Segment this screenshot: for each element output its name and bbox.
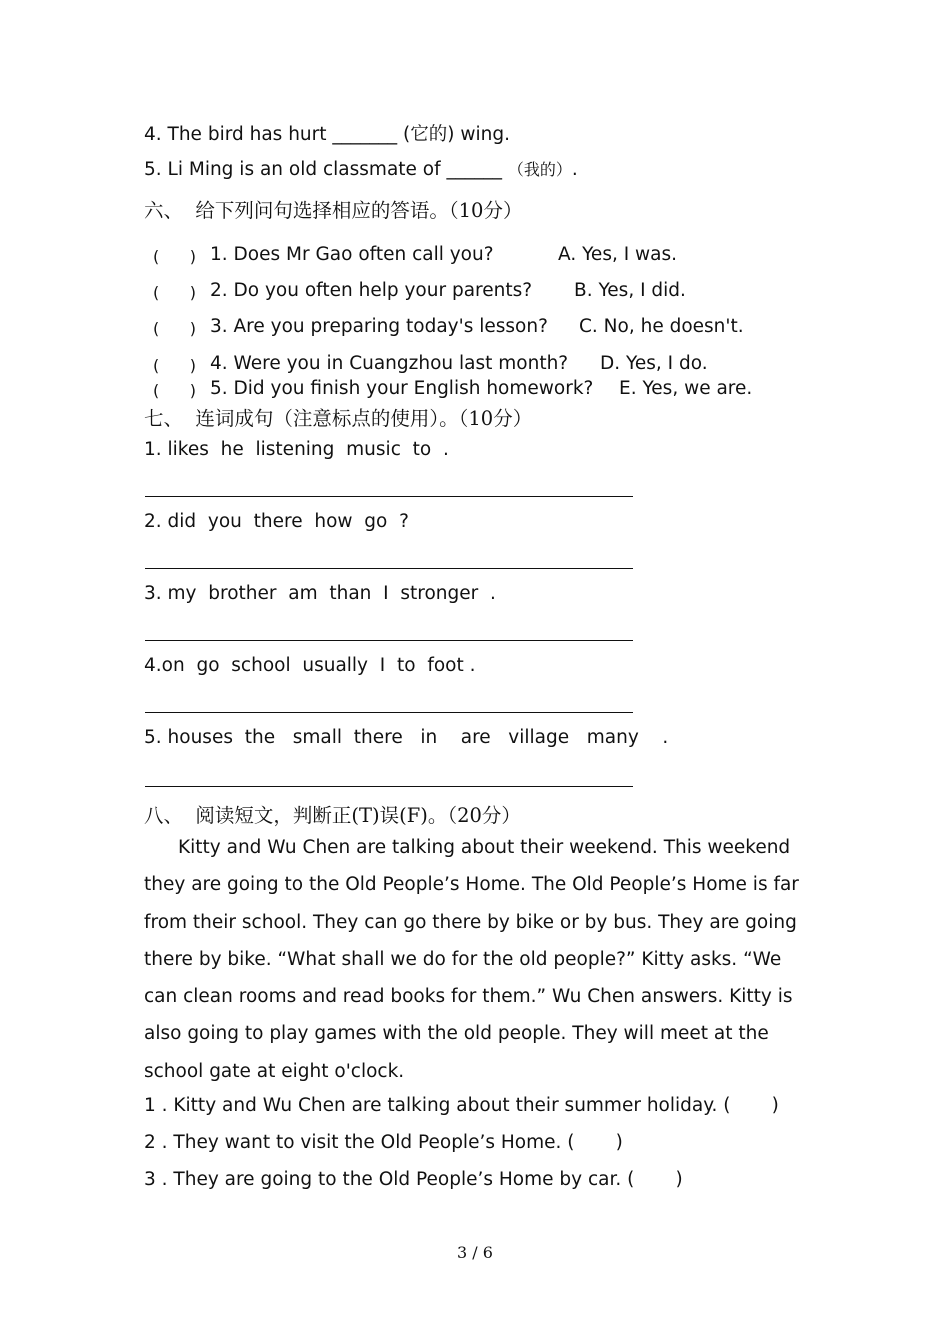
question-tail: wing. (454, 124, 510, 145)
answer-line[interactable] (145, 712, 633, 713)
answer-bracket[interactable]: ( ) (153, 319, 196, 338)
scrambled-sentence: 2. did you there how go ? (144, 511, 409, 532)
matching-answer: C. No, he doesn't. (579, 316, 744, 337)
matching-question: 1. Does Mr Gao often call you? (210, 244, 494, 265)
true-false-question: 2 . They want to visit the Old People’s Home. ( ) (144, 1132, 623, 1153)
question-text: 5. Li Ming is an old classmate of ______ (144, 159, 508, 180)
answer-line[interactable] (145, 568, 633, 569)
question-text: 4. The bird has hurt _______ (144, 124, 404, 145)
matching-question: 4. Were you in Cuangzhou last month? (210, 353, 569, 374)
matching-answer: B. Yes, I did. (574, 280, 686, 301)
matching-question: 2. Do you often help your parents? (210, 280, 533, 301)
scrambled-sentence: 5. houses the small there in are village many . (144, 727, 669, 748)
section-7-title: 七、 连词成句（注意标点的使用）。（10分） (144, 407, 533, 430)
answer-line[interactable] (145, 496, 633, 497)
hint-text: (它的) (403, 124, 455, 145)
fill-in-question-5 (144, 157, 578, 180)
true-false-question: 3 . They are going to the Old People’s Home by car. ( ) (144, 1169, 683, 1190)
matching-answer: A. Yes, I was. (558, 244, 678, 265)
answer-bracket[interactable]: ( ) (153, 283, 196, 302)
answer-bracket[interactable]: ( ) (153, 381, 196, 400)
matching-question: 5. Did you finish your English homework? (210, 378, 594, 399)
answer-bracket[interactable]: ( ) (153, 356, 196, 375)
hint-text: （我的） (507, 160, 572, 179)
matching-answer: E. Yes, we are. (619, 378, 753, 399)
matching-question: 3. Are you preparing today's lesson? (210, 316, 548, 337)
scrambled-sentence: 1. likes he listening music to . (144, 439, 449, 460)
section-8-title: 八、 阅读短文，判断正(T)误(F)。（20分） (144, 804, 521, 827)
answer-line[interactable] (145, 640, 633, 641)
question-tail: . (571, 159, 578, 180)
page-number: 3 / 6 (457, 1243, 493, 1262)
scrambled-sentence: 3. my brother am than I stronger . (144, 583, 496, 604)
fill-in-question-4 (144, 120, 510, 146)
true-false-question: 1 . Kitty and Wu Chen are talking about their summer holiday. ( ) (144, 1095, 779, 1116)
answer-bracket[interactable]: ( ) (153, 247, 196, 266)
reading-passage: Kitty and Wu Chen are talking about their weekend. This weekend they are going to the Old People’s Home. The Old People’s Home is far from their school. They can go there by bike or by bus. They are going there by bike. “What shall we do for the old people?” Kitty asks. “We can clean rooms and read books for them.” Wu Chen answers. Kitty is also going to play games with the old people. They will meet at the school gate at eight o'clock. (144, 837, 799, 1082)
section-6-title: 六、 给下列问句选择相应的答语。（10分） (144, 199, 523, 222)
answer-line[interactable] (145, 786, 633, 787)
scrambled-sentence: 4.on go school usually I to foot . (144, 655, 476, 676)
matching-answer: D. Yes, I do. (600, 353, 708, 374)
